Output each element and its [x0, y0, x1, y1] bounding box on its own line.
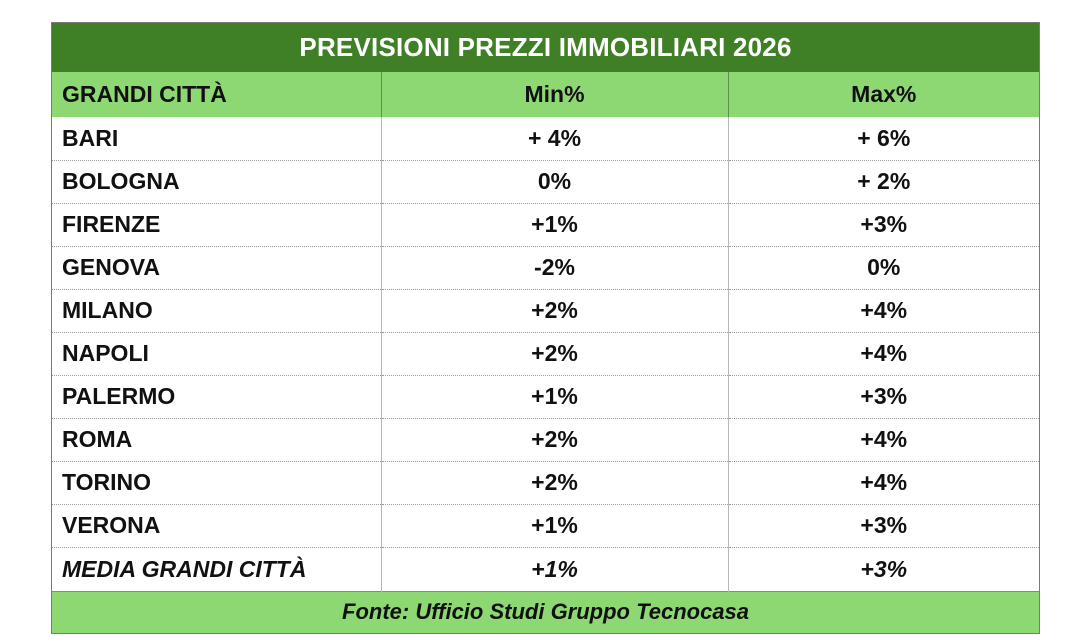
min-cell: + 4%: [381, 117, 728, 160]
city-cell: FIRENZE: [52, 203, 381, 246]
table-title: PREVISIONI PREZZI IMMOBILIARI 2026: [52, 23, 1039, 72]
city-cell: PALERMO: [52, 375, 381, 418]
table-row: [52, 375, 1039, 418]
footer-row: [52, 591, 1039, 633]
max-cell: 0%: [728, 246, 1039, 289]
max-cell: +3%: [728, 375, 1039, 418]
table-row: [52, 289, 1039, 332]
city-cell: TORINO: [52, 461, 381, 504]
table-row: [52, 246, 1039, 289]
forecast-table: [52, 23, 1039, 633]
min-cell: +2%: [381, 289, 728, 332]
table-row: [52, 160, 1039, 203]
forecast-table-container: [51, 22, 1040, 634]
average-max-cell: +3%: [728, 547, 1039, 591]
max-cell: +4%: [728, 332, 1039, 375]
title-row: [52, 23, 1039, 72]
min-cell: +2%: [381, 418, 728, 461]
min-cell: +2%: [381, 332, 728, 375]
table-row: [52, 332, 1039, 375]
table-row: [52, 418, 1039, 461]
max-cell: +3%: [728, 203, 1039, 246]
table-row: [52, 117, 1039, 160]
max-cell: +4%: [728, 461, 1039, 504]
table-row: [52, 504, 1039, 547]
city-cell: BARI: [52, 117, 381, 160]
min-cell: +1%: [381, 203, 728, 246]
max-cell: + 2%: [728, 160, 1039, 203]
min-cell: +1%: [381, 504, 728, 547]
min-cell: 0%: [381, 160, 728, 203]
average-min-cell: +1%: [381, 547, 728, 591]
header-min: Min%: [381, 72, 728, 117]
header-max: Max%: [728, 72, 1039, 117]
max-cell: +4%: [728, 289, 1039, 332]
city-cell: MILANO: [52, 289, 381, 332]
min-cell: -2%: [381, 246, 728, 289]
header-row: [52, 72, 1039, 117]
city-cell: BOLOGNA: [52, 160, 381, 203]
city-cell: GENOVA: [52, 246, 381, 289]
max-cell: +4%: [728, 418, 1039, 461]
average-city-cell: MEDIA GRANDI CITTÀ: [52, 547, 381, 591]
city-cell: VERONA: [52, 504, 381, 547]
city-cell: NAPOLI: [52, 332, 381, 375]
table-row: [52, 203, 1039, 246]
min-cell: +1%: [381, 375, 728, 418]
max-cell: +3%: [728, 504, 1039, 547]
header-city: GRANDI CITTÀ: [52, 72, 381, 117]
source-note: Fonte: Ufficio Studi Gruppo Tecnocasa: [52, 591, 1039, 633]
city-cell: ROMA: [52, 418, 381, 461]
table-row: [52, 461, 1039, 504]
max-cell: + 6%: [728, 117, 1039, 160]
min-cell: +2%: [381, 461, 728, 504]
average-row: [52, 547, 1039, 591]
